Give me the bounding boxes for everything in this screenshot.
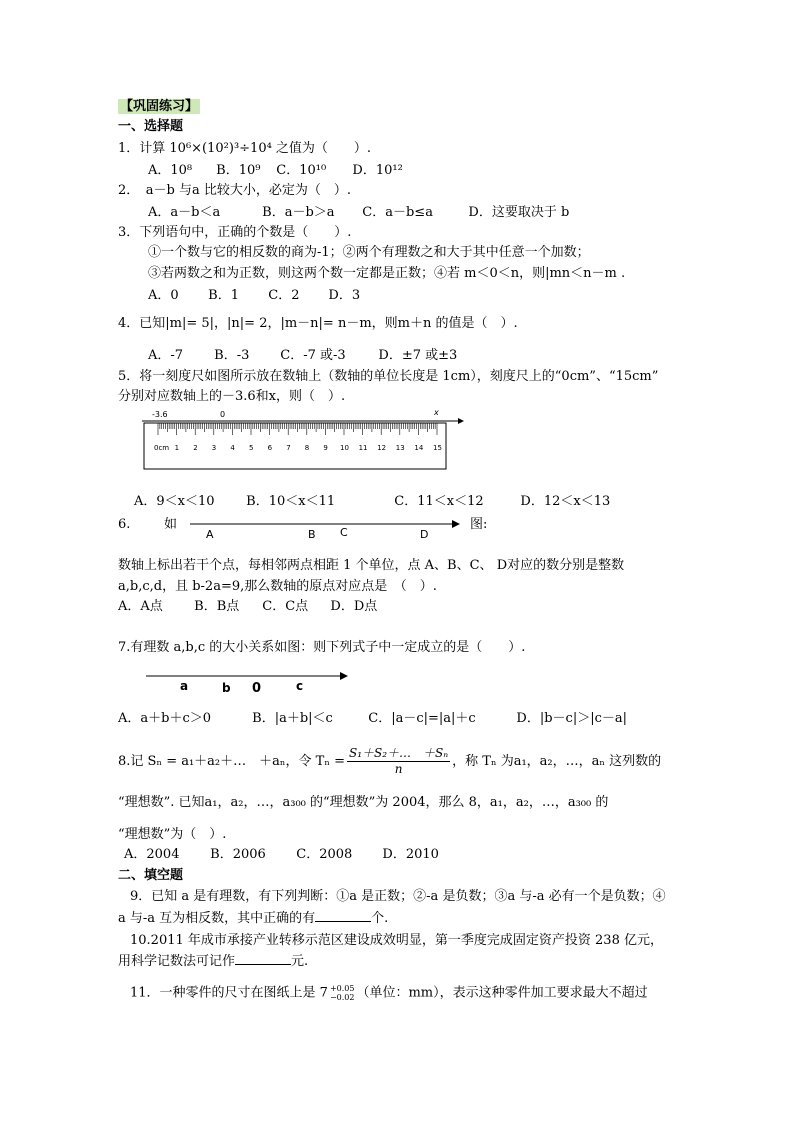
q6-number-line-figure — [190, 514, 470, 542]
q6-tu: 图: — [470, 517, 488, 532]
q5-axis-zero-label: 0 — [220, 410, 226, 419]
q5-axis-left-label: -3.6 — [152, 410, 168, 419]
q2-stem: 2． a－b 与a 比较大小，必定为（ ）. — [118, 183, 351, 198]
q8-option-d: D．2010 — [382, 847, 439, 862]
ruler-tick-label: 5 — [249, 444, 254, 452]
q8-option-c: C．2008 — [296, 847, 353, 862]
q8-fraction-numerator: S₁＋S₂＋… ＋Sₙ — [348, 746, 449, 760]
q10-line2 — [118, 952, 308, 971]
q11-tolerance-upper: +0.05 — [329, 984, 355, 993]
q1-option-d: D．10¹² — [352, 163, 403, 178]
q6-axis-arrow — [452, 520, 460, 528]
q7-point-b: b — [222, 681, 231, 695]
q8-line3: “理想数”为（ ）. — [118, 827, 227, 842]
q3-option-d: D．3 — [328, 288, 361, 303]
ruler-tick-label: 9 — [323, 444, 328, 452]
q1-options — [148, 162, 403, 180]
q6-option-c: C．C点 — [262, 599, 309, 614]
q7-point-c: c — [296, 679, 304, 693]
q5-ruler-unit-label: 0cm — [154, 444, 170, 452]
q5-ruler-figure — [140, 405, 470, 473]
q6-point-d: D — [420, 528, 429, 541]
q8-fraction — [347, 746, 450, 777]
q4-options — [148, 347, 457, 365]
q10-line1: 10.2011 年成市承接产业转移示范区建设成效明显，第一季度完成固定资产投资 238 亿元， — [130, 933, 663, 948]
q1-option-b: B．10⁹ — [216, 163, 261, 178]
q6-line1: 数轴上标出若干个点，每相邻两点相距 1 个单位，点 A、B、C、 D对应的数分别是整数 — [118, 558, 625, 573]
q6-option-d: D．D点 — [330, 599, 378, 614]
ruler-tick-label: 4 — [230, 444, 235, 452]
q9-line2-end: 个. — [371, 911, 389, 926]
q8-option-b: B．2006 — [210, 847, 266, 862]
q4-stem: 4．已知|m|= 5|，|n|= 2，|m－n|= n－m，则m＋n 的值是（ ）. — [118, 316, 518, 331]
ruler-tick-label: 13 — [395, 444, 405, 452]
ruler-tick-label: 3 — [211, 444, 217, 452]
q5-ruler-labels — [175, 444, 442, 452]
q11-line1 — [130, 984, 648, 1003]
q4-option-b: B．-3 — [214, 348, 250, 363]
q3-option-a: A．0 — [148, 288, 179, 303]
q1-stem: 1．计算 10⁶×(10²)³÷10⁴ 之值为（ ）. — [118, 141, 372, 156]
ruler-tick-label: 10 — [340, 444, 349, 452]
q6-point-a: A — [206, 528, 214, 541]
q6-prefix: 6. — [118, 517, 131, 532]
q10-answer-blank[interactable] — [235, 952, 291, 965]
q9-line1: 9．已知 a 是有理数，有下列判断：①a 是正数；②-a 是负数；③a 与-a 必有一个是负数；④ — [130, 889, 666, 904]
ruler-tick-label: 15 — [433, 444, 442, 452]
q6-line2: a,b,c,d，且 b-2a=9,那么数轴的原点对应点是 （ ）. — [118, 579, 437, 594]
section-header: 【巩固练习】 — [120, 99, 199, 114]
q8-option-a: A．2004 — [124, 847, 180, 862]
q8-line2: “理想数”. 已知a₁，a₂，…，a₃₀₀ 的“理想数”为 2004，那么 8，a₁，a₂，…，a₃₀₀ 的 — [118, 795, 609, 810]
q11-tolerance — [330, 984, 355, 1002]
q5-axis-x-label: x — [434, 408, 439, 417]
q5-option-a: A．9＜x＜10 — [134, 494, 215, 509]
q9-line2 — [118, 909, 388, 928]
q1-option-c: C．10¹⁰ — [276, 163, 327, 178]
q3-option-b: B．1 — [208, 288, 239, 303]
q2-option-c: C．a－b≤a — [362, 205, 433, 220]
q6-options — [118, 598, 377, 616]
ruler-tick-label: 14 — [414, 444, 424, 452]
q6-option-b: B．B点 — [194, 599, 240, 614]
q5-option-c: C．11＜x＜12 — [394, 494, 484, 509]
q7-option-c: C．|a－c|=|a|＋c — [368, 711, 476, 726]
q3-stem: 3．下列语句中，正确的个数是（ ）. — [118, 225, 352, 240]
q3-line1: ①一个数与它的相反数的商为-1；②两个有理数之和大于其中任意一个加数； — [148, 245, 590, 260]
q5-options — [134, 493, 610, 511]
q11-text-end: （单位：mm），表示这种零件加工要求最大不超过 — [356, 985, 648, 1001]
q7-options — [118, 710, 627, 728]
q5-stem2: 分别对应数轴上的－3.6和x，则（ ）. — [118, 389, 346, 404]
q6-point-c: C — [340, 526, 348, 539]
q4-option-c: C．-7 或-3 — [280, 348, 346, 363]
q8-part2: ，称 Tₙ 为a₁，a₂，…，aₙ 这列数的 — [452, 754, 662, 769]
q4-option-d: D．±7 或±3 — [378, 348, 458, 363]
q5-stem: 5．将一刻度尺如图所示放在数轴上（数轴的单位长度是 1cm），刻度尺上的“0cm”、“15cm” — [118, 369, 659, 384]
ruler-tick-label: 7 — [286, 444, 291, 452]
q7-point-zero: 0 — [252, 681, 262, 696]
q8-line1 — [118, 746, 661, 777]
q7-option-d: D．|b－c|＞|c－a| — [516, 711, 627, 726]
ruler-tick-label: 2 — [193, 444, 198, 452]
ruler-tick-label: 1 — [174, 444, 180, 452]
ruler-tick-label: 12 — [377, 444, 387, 452]
q5-axis-arrow — [458, 418, 464, 424]
q10-line2-end: 元. — [291, 954, 309, 969]
q2-options — [148, 204, 569, 222]
q5-option-d: D．12＜x＜13 — [520, 494, 611, 509]
q7-option-b: B．|a＋b|＜c — [252, 711, 333, 726]
q7-axis-arrow — [340, 672, 348, 680]
q6-option-a: A．A点 — [118, 599, 163, 614]
q7-option-a: A．a＋b＋c＞0 — [118, 711, 212, 726]
part2-title: 二、填空题 — [118, 868, 184, 883]
q2-option-d: D．这要取决于 b — [468, 205, 570, 220]
q8-part1: 8.记 Sₙ = a₁＋a₂＋… ＋aₙ，令 Tₙ = — [118, 754, 345, 769]
ruler-tick-label: 8 — [304, 444, 310, 452]
q6-point-b: B — [308, 528, 316, 541]
q7-point-a: a — [180, 679, 189, 693]
q7-number-line-figure — [146, 668, 356, 698]
q9-answer-blank[interactable] — [315, 909, 371, 922]
part1-title: 一、选择题 — [118, 119, 184, 134]
q8-fraction-denominator: n — [394, 762, 403, 776]
q5-ruler-ticks — [158, 423, 437, 435]
ruler-tick-label: 11 — [358, 444, 368, 452]
q9-line2-text: a 与-a 互为相反数，其中正确的有 — [118, 911, 316, 926]
q3-option-c: C．2 — [268, 288, 300, 303]
q4-option-a: A．-7 — [148, 348, 184, 363]
q2-option-b: B．a－b＞a — [262, 205, 335, 220]
q11-text-start: 11．一种零件的尺寸在图纸上是 7 — [130, 985, 328, 1001]
q5-option-b: B．10＜x＜11 — [246, 494, 336, 509]
q11-tolerance-lower: −0.02 — [329, 993, 355, 1002]
q1-option-a: A．10⁸ — [148, 163, 193, 178]
q6-ru: 如 — [164, 517, 178, 532]
q3-options — [148, 287, 360, 305]
q8-options — [124, 846, 439, 864]
ruler-tick-label: 6 — [267, 444, 273, 452]
q7-stem: 7.有理数 a,b,c 的大小关系如图：则下列式子中一定成立的是（ ）. — [118, 640, 526, 655]
q10-line2-text: 用科学记数法可记作 — [118, 954, 236, 969]
q3-line2: ③若两数之和为正数，则这两个数一定都是正数；④若 m＜0＜n，则|mn＜n－m . — [148, 266, 626, 281]
q2-option-a: A．a－b＜a — [148, 205, 221, 220]
